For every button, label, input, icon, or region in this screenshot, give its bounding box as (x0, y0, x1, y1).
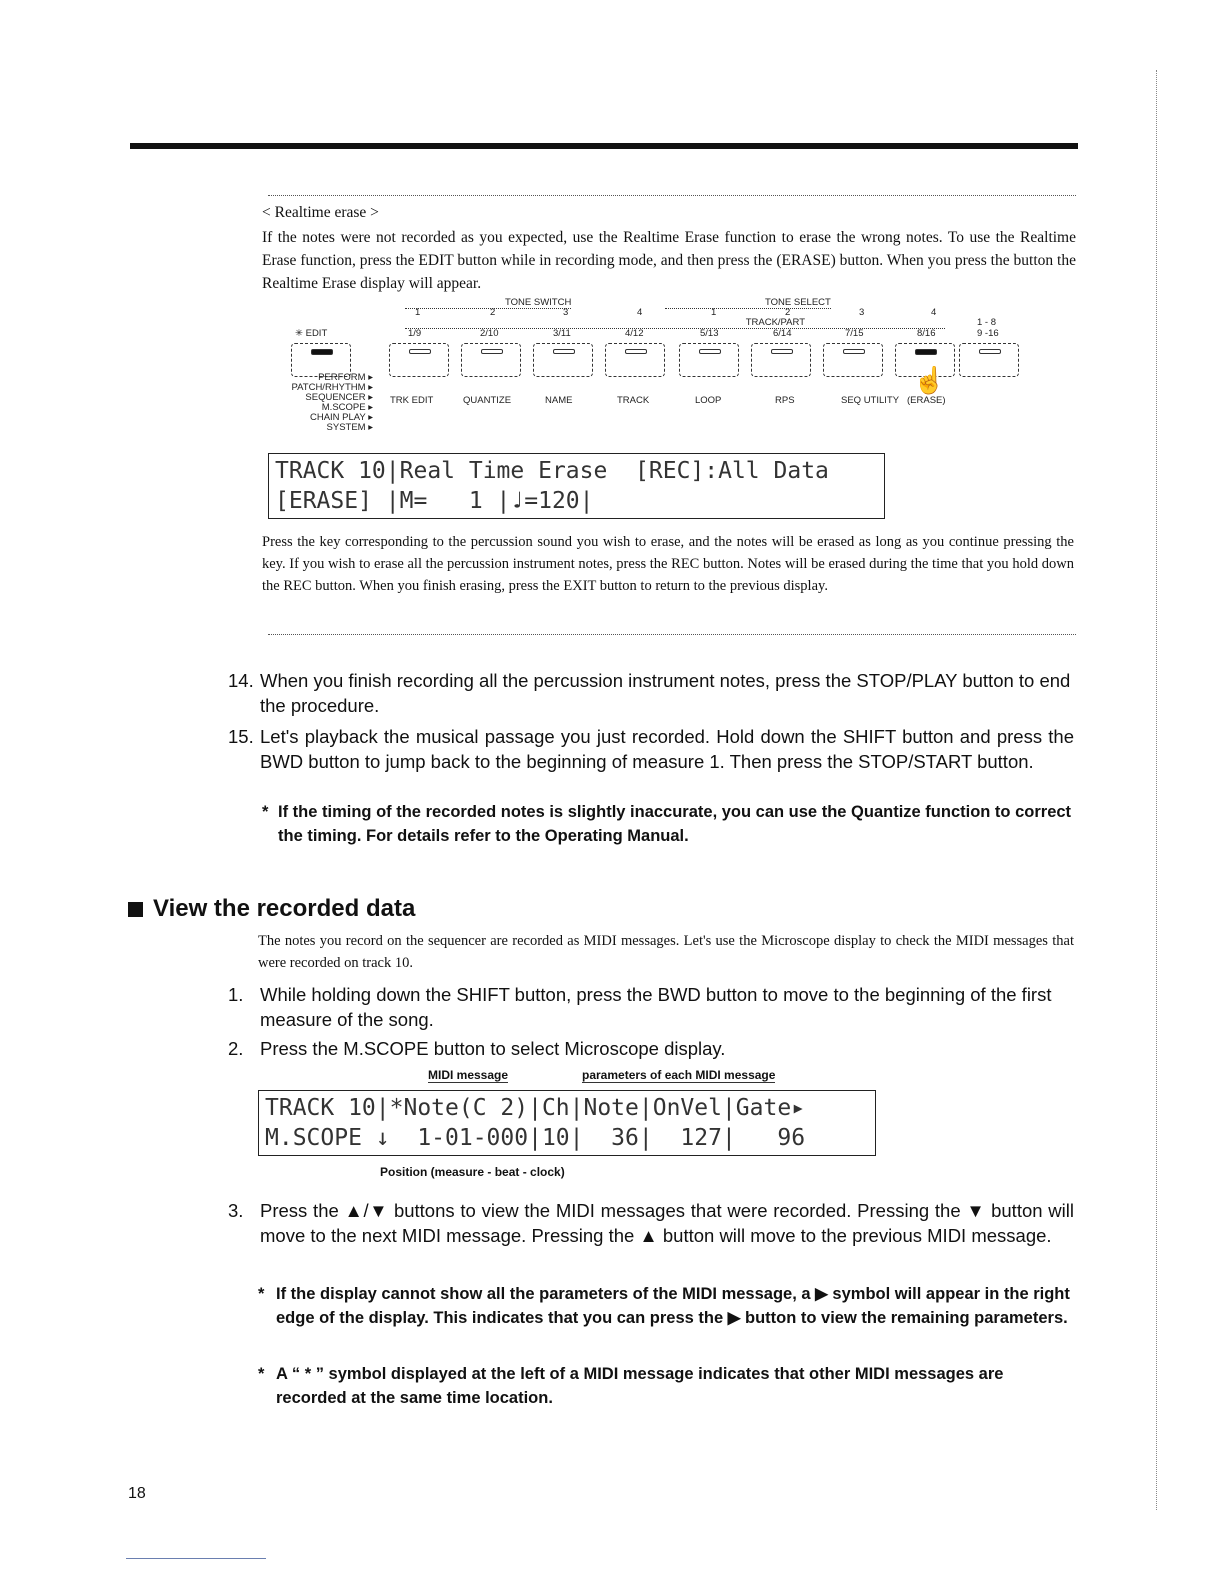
partial-display-note: * If the display cannot show all the parameters of the MIDI message, a ▶ symbol will appear in the right edge of the display. This indicates that you can press the ▶ button to view the remaining parameters. (258, 1282, 1070, 1330)
step-2 (228, 1036, 1074, 1061)
tone-number: 2 (785, 307, 791, 318)
note-text: A “ * ” symbol displayed at the left of a MIDI message indicates that other MIDI messages are recorded at the same time location. (276, 1365, 1004, 1407)
note-text: If the display cannot show all the parameters of the MIDI message, a ▶ symbol will appear in the right edge of the display. This indicates that you can press the ▶ button to view the remaining parameters. (276, 1285, 1070, 1327)
mode-item: SEQUENCER ▸ (305, 392, 373, 403)
step-number: 3. (228, 1200, 244, 1221)
function-label: SEQ UTILITY (841, 395, 900, 406)
tone-number: 3 (563, 307, 569, 318)
pressing-hand-icon: ☝ (913, 365, 946, 395)
lcd-line-2: [ERASE] |M= 1 |♩=120| (275, 488, 594, 514)
tone-number: 2 (490, 307, 496, 318)
edit-label: ✳ EDIT (295, 328, 328, 339)
tone-number: 1 (711, 307, 717, 318)
step-text: Let's playback the musical passage you just recorded. Hold down the SHIFT button and press the BWD button to jump back to the beginning of measure 1. Then press the STOP/START button. (260, 726, 1074, 772)
button-number: 1/9 (408, 328, 422, 339)
note-text: If the timing of the recorded notes is slightly inaccurate, you can use the Quantize function to correct the timing. For details refer to the Operating Manual. (278, 803, 1072, 845)
bank-label: 9 -16 (977, 328, 999, 339)
scan-edge-line (1156, 70, 1157, 1510)
step-number: 15. (228, 726, 254, 747)
tone-select-label: TONE SELECT (665, 297, 831, 309)
page-number: 18 (128, 1485, 146, 1502)
bank-label: 1 - 8 (977, 317, 997, 328)
track-part-label: TRACK/PART (405, 317, 945, 329)
mode-item: M.SCOPE ▸ (321, 402, 373, 413)
tone-switch-label: TONE SWITCH (405, 297, 571, 309)
section-title: View the recorded data (153, 895, 416, 922)
step-3 (228, 1198, 1074, 1248)
mode-item: PATCH/RHYTHM ▸ (291, 382, 373, 393)
midi-message-label: MIDI message (428, 1068, 509, 1082)
step-text: When you finish recording all the percussion instrument notes, press the STOP/PLAY button to end the procedure. (260, 670, 1071, 716)
lcd-microscope (258, 1090, 876, 1156)
lcd-line-1: TRACK 10|Real Time Erase [REC]:All Data (275, 458, 829, 484)
parameters-label: parameters of each MIDI message (582, 1068, 776, 1082)
track-button-1[interactable] (389, 343, 449, 377)
realtime-erase-heading: < Realtime erase > (262, 204, 379, 221)
button-number: 2/10 (480, 328, 499, 339)
step-14 (228, 668, 1074, 718)
square-bullet-icon (128, 902, 143, 917)
button-number: 6/14 (773, 328, 792, 339)
position-label: Position (measure - beat - clock) (380, 1165, 565, 1179)
lcd-line-2: M.SCOPE ↓ 1-01-000|10| 36| 127| 96 (265, 1125, 806, 1151)
step-1 (228, 982, 1074, 1032)
box-top-divider (268, 195, 1076, 196)
asterisk-note: * A “ * ” symbol displayed at the left of a MIDI message indicates that other MIDI messages are recorded at the same time location. (258, 1362, 1070, 1410)
step-text: Press the ▲/▼ buttons to view the MIDI messages that were recorded. Pressing the ▼ button will move to the next MIDI message. Pressing the ▲ button will move to the previous MIDI message. (260, 1200, 1074, 1246)
step-number: 2. (228, 1038, 244, 1059)
mode-item: CHAIN PLAY ▸ (309, 412, 373, 423)
realtime-erase-intro: If the notes were not recorded as you expected, use the Realtime Erase function to erase the wrong notes. To use the Realtime Erase function, press the EDIT button while in recording mode, and then press the (ERASE) button. When you press the button the Realtime Erase display will appear. (262, 229, 1076, 292)
track-button-5[interactable] (679, 343, 739, 377)
button-number: 4/12 (625, 328, 644, 339)
step-text: While holding down the SHIFT button, press the BWD button to move to the beginning of the first measure of the song. (260, 984, 1052, 1030)
track-button-4[interactable] (605, 343, 665, 377)
function-label: LOOP (695, 395, 722, 406)
tone-number: 4 (637, 307, 643, 318)
realtime-erase-body: Press the key corresponding to the percussion sound you wish to erase, and the notes will be erased as long as you continue pressing the key. If you wish to erase all the percussion instrument notes, press the REC button. Notes will be erased during the time that you hold down the REC button. When you finish erasing, press the EXIT button to return to the previous display. (262, 534, 1074, 594)
quantize-note: * If the timing of the recorded notes is slightly inaccurate, you can use the Quantize function to correct the timing. For details refer to the Operating Manual. (262, 800, 1074, 848)
function-label: NAME (545, 395, 573, 406)
function-label: RPS (775, 395, 795, 406)
track-button-7[interactable] (823, 343, 883, 377)
bank-button[interactable] (959, 343, 1019, 377)
function-label: TRK EDIT (390, 395, 434, 406)
function-label: (ERASE) (907, 395, 946, 406)
track-button-2[interactable] (461, 343, 521, 377)
step-15 (228, 724, 1074, 774)
tone-number: 4 (931, 307, 937, 318)
edit-text: EDIT (305, 328, 328, 339)
section-intro: The notes you record on the sequencer are recorded as MIDI messages. Let's use the Microscope display to check the MIDI messages that were recorded on track 10. (258, 933, 1074, 971)
lcd-realtime-erase (268, 453, 885, 519)
function-label: QUANTIZE (463, 395, 512, 406)
section-heading (128, 895, 415, 923)
function-label: TRACK (617, 395, 650, 406)
mode-list (265, 373, 373, 433)
lcd-line-1: TRACK 10|*Note(C 2)|Ch|Note|OnVel|Gate▸ (265, 1095, 806, 1121)
footer-rule (126, 1558, 266, 1559)
track-button-3[interactable] (533, 343, 593, 377)
tone-number: 1 (415, 307, 421, 318)
panel-diagram (265, 295, 1035, 433)
button-number: 5/13 (700, 328, 719, 339)
header-rule (130, 143, 1078, 149)
button-number: 7/15 (845, 328, 864, 339)
step-number: 1. (228, 984, 244, 1005)
step-text: Press the M.SCOPE button to select Microscope display. (260, 1038, 726, 1059)
mode-item: PERFORM ▸ (318, 372, 373, 383)
button-number: 3/11 (553, 328, 571, 339)
tone-number: 3 (859, 307, 865, 318)
mode-item: SYSTEM ▸ (326, 422, 373, 433)
button-number: 8/16 (917, 328, 936, 339)
box-bottom-divider (268, 634, 1076, 635)
step-number: 14. (228, 670, 254, 691)
track-button-6[interactable] (751, 343, 811, 377)
